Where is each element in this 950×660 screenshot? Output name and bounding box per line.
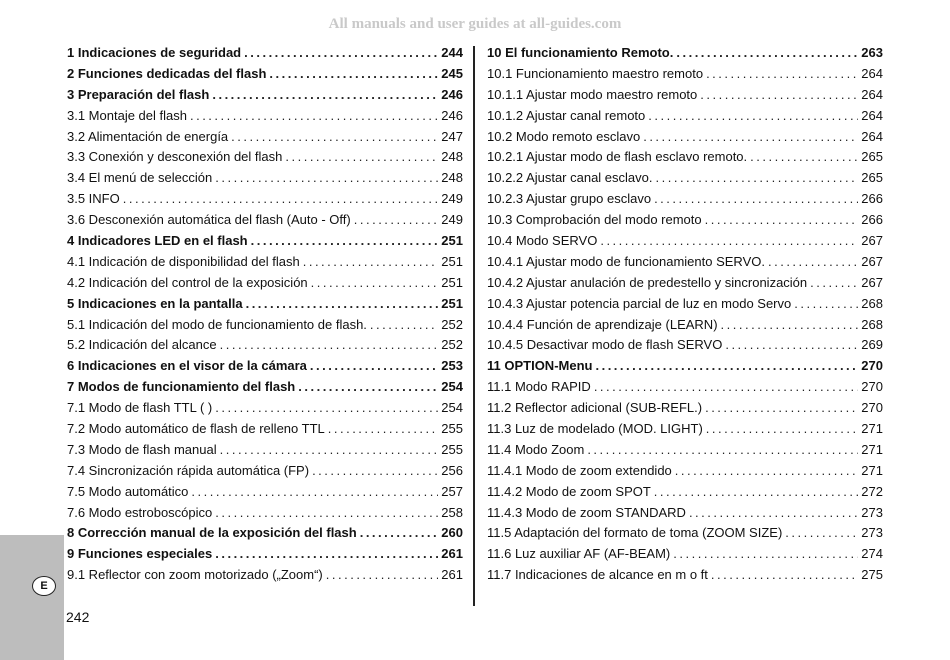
toc-entry [67, 108, 463, 129]
toc-entry [487, 129, 883, 150]
toc-entry-title: 8 Corrección manual de la exposición del flash [67, 525, 357, 541]
toc-entry [487, 275, 883, 296]
toc-entry-page: 274 [861, 546, 883, 562]
toc-entry-page: 270 [861, 358, 883, 374]
toc-leader-dots [594, 379, 858, 394]
toc-entry-title: 4 Indicadores LED en el flash [67, 233, 248, 249]
toc-entry-page: 265 [861, 149, 883, 165]
toc-leader-dots [220, 337, 439, 352]
toc-leader-dots [212, 87, 438, 102]
toc-entry [487, 317, 883, 338]
toc-entry [487, 296, 883, 317]
toc-entry [67, 442, 463, 463]
toc-leader-dots [215, 170, 438, 185]
toc-entry-page: 266 [861, 212, 883, 228]
toc-entry [487, 421, 883, 442]
toc-entry-page: 267 [861, 274, 883, 290]
toc-entry-title: 10.1.2 Ajustar canal remoto [487, 107, 646, 123]
toc-entry-page: 254 [441, 400, 463, 416]
toc-leader-dots [656, 170, 859, 185]
toc-entry-title: 3.4 El menú de selección [67, 170, 213, 186]
toc-leader-dots [595, 358, 858, 373]
toc-leader-dots [706, 66, 858, 81]
toc-entry-title: 11 OPTION-Menu [487, 358, 593, 374]
toc-entry-title: 10.4 Modo SERVO [487, 233, 598, 249]
toc-entry [67, 254, 463, 275]
toc-entry-title: 3.2 Alimentación de energía [67, 128, 229, 144]
toc-entry [487, 484, 883, 505]
toc-leader-dots [673, 546, 858, 561]
toc-entry-title: 11.6 Luz auxiliar AF (AF-BEAM) [487, 546, 671, 562]
toc-entry-title: 11.7 Indicaciones de alcance en m o ft [487, 567, 708, 583]
toc-entry-title: 11.4.3 Modo de zoom STANDARD [487, 504, 686, 520]
toc-entry [67, 337, 463, 358]
toc-leader-dots [360, 525, 439, 540]
toc-leader-dots [810, 275, 858, 290]
toc-entry-title: 2 Funciones dedicadas del flash [67, 65, 267, 81]
toc-entry [487, 254, 883, 275]
page-number: 242 [66, 609, 90, 625]
toc-entry-title: 1 Indicaciones de seguridad [67, 45, 242, 60]
toc-leader-dots [312, 463, 438, 478]
toc-leader-dots [328, 421, 439, 436]
toc-entry [67, 296, 463, 317]
toc-entry-page: 270 [861, 400, 883, 416]
toc-entry [487, 66, 883, 87]
toc-entry-page: 275 [861, 567, 883, 583]
toc-entry-page: 268 [861, 295, 883, 311]
toc-entry [67, 525, 463, 546]
toc-entry-page: 248 [441, 170, 463, 186]
toc-entry-page: 261 [441, 546, 463, 562]
toc-entry-title: 10 El funcionamiento Remoto. [487, 45, 674, 60]
toc-entry [487, 379, 883, 400]
toc-leader-dots [303, 254, 439, 269]
toc-entry-title: 3.6 Desconexión automática del flash (Auto - Off) [67, 212, 351, 228]
toc-leader-dots [251, 233, 439, 248]
toc-entry [487, 212, 883, 233]
toc-entry-page: 244 [441, 45, 463, 60]
toc-entry-page: 255 [441, 421, 463, 437]
toc-entry-title: 11.3 Luz de modelado (MOD. LIGHT) [487, 421, 703, 437]
toc-leader-dots [587, 442, 858, 457]
toc-entry [67, 317, 463, 338]
toc-entry-page: 249 [441, 191, 463, 207]
toc-leader-dots [648, 108, 858, 123]
toc-entry-page: 267 [861, 233, 883, 249]
toc-entry [487, 358, 883, 379]
toc-entry-title: 7.4 Sincronización rápida automática (FP) [67, 462, 310, 478]
toc-entry-title: 10.2.3 Ajustar grupo esclavo [487, 191, 652, 207]
toc-entry [487, 442, 883, 463]
toc-entry [67, 45, 463, 66]
toc-entry-page: 271 [861, 421, 883, 437]
toc-entry-page: 264 [861, 107, 883, 123]
toc-entry [67, 379, 463, 400]
toc-leader-dots [269, 66, 438, 81]
toc-entry-page: 261 [441, 567, 463, 583]
page-side-tab [0, 535, 64, 660]
toc-entry-page: 260 [441, 525, 463, 541]
toc-leader-dots [190, 108, 438, 123]
toc-entry-title: 5.2 Indicación del alcance [67, 337, 217, 353]
toc-entry-page: 264 [861, 128, 883, 144]
toc-leader-dots [654, 484, 859, 499]
toc-entry-title: 5 Indicaciones en la pantalla [67, 295, 243, 311]
toc-entry [487, 400, 883, 421]
toc-entry-page: 251 [441, 274, 463, 290]
toc-entry-title: 11.4 Modo Zoom [487, 441, 585, 457]
toc-entry-page: 253 [441, 358, 463, 374]
toc-entry-page: 265 [861, 170, 883, 186]
toc-entry [67, 129, 463, 150]
toc-leader-dots [794, 296, 858, 311]
toc-entry-title: 7 Modos de funcionamiento del flash [67, 379, 296, 395]
toc-entry-title: 11.2 Reflector adicional (SUB-REFL.) [487, 400, 703, 416]
toc-entry [67, 463, 463, 484]
toc-entry-page: 264 [861, 86, 883, 102]
toc-leader-dots [600, 233, 858, 248]
toc-leader-dots [675, 463, 859, 478]
toc-entry [67, 191, 463, 212]
toc-entry-page: 272 [861, 483, 883, 499]
toc-entry-page: 252 [441, 337, 463, 353]
toc-right-column [487, 45, 883, 588]
toc-leader-dots [310, 358, 438, 373]
toc-entry-title: 11.1 Modo RAPID [487, 379, 591, 395]
toc-entry-title: 10.3 Comprobación del modo remoto [487, 212, 702, 228]
toc-entry [67, 87, 463, 108]
toc-leader-dots [725, 337, 858, 352]
toc-leader-dots [246, 296, 439, 311]
toc-leader-dots [244, 45, 438, 60]
toc-entry [487, 45, 883, 66]
toc-leader-dots [768, 254, 858, 269]
toc-entry-page: 258 [441, 504, 463, 520]
toc-entry [487, 149, 883, 170]
toc-entry [487, 546, 883, 567]
toc-entry [67, 421, 463, 442]
toc-leader-dots [785, 525, 858, 540]
toc-leader-dots [676, 45, 858, 60]
toc-leader-dots [705, 400, 858, 415]
toc-leader-dots [643, 129, 858, 144]
toc-entry [67, 275, 463, 296]
toc-entry [487, 505, 883, 526]
toc-entry-page: 251 [441, 253, 463, 269]
toc-leader-dots [298, 379, 438, 394]
toc-leader-dots [215, 505, 438, 520]
toc-entry-title: 7.1 Modo de flash TTL ( ) [67, 400, 213, 416]
toc-entry-page: 269 [861, 337, 883, 353]
toc-entry-title: 10.4.2 Ajustar anulación de predestello y sincronización [487, 274, 808, 290]
toc-entry-page: 247 [441, 128, 463, 144]
toc-entry-title: 3 Preparación del flash [67, 86, 210, 102]
toc-leader-dots [689, 505, 858, 520]
toc-entry-title: 7.6 Modo estroboscópico [67, 504, 213, 520]
toc-leader-dots [231, 129, 438, 144]
toc-leader-dots [215, 400, 438, 415]
toc-entry-title: 10.4.1 Ajustar modo de funcionamiento SERVO. [487, 253, 765, 269]
toc-entry [487, 233, 883, 254]
toc-entry [67, 358, 463, 379]
toc-entry [487, 87, 883, 108]
toc-leader-dots [326, 567, 439, 582]
toc-entry-page: 270 [861, 379, 883, 395]
toc-leader-dots [191, 484, 438, 499]
language-badge: E [32, 576, 56, 596]
toc-entry-page: 256 [441, 462, 463, 478]
toc-entry [67, 546, 463, 567]
toc-entry [487, 567, 883, 588]
toc-entry-title: 3.5 INFO [67, 191, 120, 207]
column-divider [473, 46, 475, 606]
toc-entry [487, 525, 883, 546]
toc-entry [67, 484, 463, 505]
toc-leader-dots [311, 275, 439, 290]
toc-entry-title: 10.1 Funcionamiento maestro remoto [487, 65, 704, 81]
toc-entry-page: 266 [861, 191, 883, 207]
toc-leader-dots [123, 191, 439, 206]
toc-entry-title: 10.2 Modo remoto esclavo [487, 128, 641, 144]
toc-entry-title: 7.2 Modo automático de flash de relleno TTL [67, 421, 325, 437]
toc-entry [67, 66, 463, 87]
toc-entry [67, 149, 463, 170]
toc-entry-title: 9.1 Reflector con zoom motorizado („Zoom“) [67, 567, 323, 583]
toc-entry-title: 6 Indicaciones en el visor de la cámara [67, 358, 307, 374]
toc-entry-title: 5.1 Indicación del modo de funcionamiento de flash. [67, 316, 367, 332]
toc-entry-page: 273 [861, 504, 883, 520]
toc-entry-page: 271 [861, 441, 883, 457]
toc-entry-page: 271 [861, 462, 883, 478]
toc-entry-title: 7.5 Modo automático [67, 483, 189, 499]
toc-entry-title: 10.1.1 Ajustar modo maestro remoto [487, 86, 698, 102]
toc-entry-title: 10.4.4 Función de aprendizaje (LEARN) [487, 316, 718, 332]
toc-leader-dots [354, 212, 439, 227]
toc-entry-title: 11.5 Adaptación del formato de toma (ZOOM SIZE) [487, 525, 783, 541]
toc-entry-title: 11.4.2 Modo de zoom SPOT [487, 483, 651, 499]
toc-entry-page: 273 [861, 525, 883, 541]
toc-entry-page: 264 [861, 65, 883, 81]
toc-left-column [67, 45, 463, 588]
toc-entry-page: 251 [441, 233, 463, 249]
toc-entry-title: 10.2.2 Ajustar canal esclavo. [487, 170, 653, 186]
toc-entry-title: 9 Funciones especiales [67, 546, 213, 562]
toc-leader-dots [721, 317, 859, 332]
toc-entry-page: 252 [441, 316, 463, 332]
toc-entry-title: 3.3 Conexión y desconexión del flash [67, 149, 283, 165]
toc-entry-title: 10.2.1 Ajustar modo de flash esclavo remoto. [487, 149, 748, 165]
toc-leader-dots [215, 546, 438, 561]
toc-entry-title: 4.1 Indicación de disponibilidad del flash [67, 253, 300, 269]
toc-entry [67, 567, 463, 588]
toc-leader-dots [285, 149, 438, 164]
toc-entry [487, 191, 883, 212]
toc-entry-page: 268 [861, 316, 883, 332]
toc-entry-page: 257 [441, 483, 463, 499]
toc-entry-title: 11.4.1 Modo de zoom extendido [487, 462, 672, 478]
toc-leader-dots [706, 421, 859, 436]
toc-entry-page: 248 [441, 149, 463, 165]
toc-leader-dots [711, 567, 858, 582]
toc-entry-page: 245 [441, 65, 463, 81]
toc-entry-title: 10.4.5 Desactivar modo de flash SERVO [487, 337, 723, 353]
watermark-text: All manuals and user guides at all-guides.com [328, 16, 622, 32]
toc-entry-page: 251 [441, 295, 463, 311]
toc-entry [487, 463, 883, 484]
toc-entry [67, 212, 463, 233]
toc-entry [67, 170, 463, 191]
toc-leader-dots [220, 442, 439, 457]
toc-entry [67, 400, 463, 421]
toc-entry [67, 505, 463, 526]
toc-entry-page: 263 [861, 45, 883, 60]
toc-entry-page: 249 [441, 212, 463, 228]
toc-entry-title: 4.2 Indicación del control de la exposición [67, 274, 308, 290]
toc-entry-page: 254 [441, 379, 463, 395]
toc-leader-dots [700, 87, 858, 102]
toc-entry-title: 3.1 Montaje del flash [67, 107, 187, 123]
toc-entry [67, 233, 463, 254]
toc-leader-dots [654, 191, 858, 206]
toc-entry-title: 7.3 Modo de flash manual [67, 441, 217, 457]
toc-entry-page: 246 [441, 86, 463, 102]
toc-entry [487, 170, 883, 191]
toc-leader-dots [750, 149, 858, 164]
toc-leader-dots [705, 212, 859, 227]
toc-entry [487, 337, 883, 358]
toc-leader-dots [370, 317, 438, 332]
toc-entry-page: 267 [861, 253, 883, 269]
toc-entry-page: 246 [441, 107, 463, 123]
toc-entry [487, 108, 883, 129]
toc-entry-page: 255 [441, 441, 463, 457]
toc-entry-title: 10.4.3 Ajustar potencia parcial de luz en modo Servo [487, 295, 792, 311]
